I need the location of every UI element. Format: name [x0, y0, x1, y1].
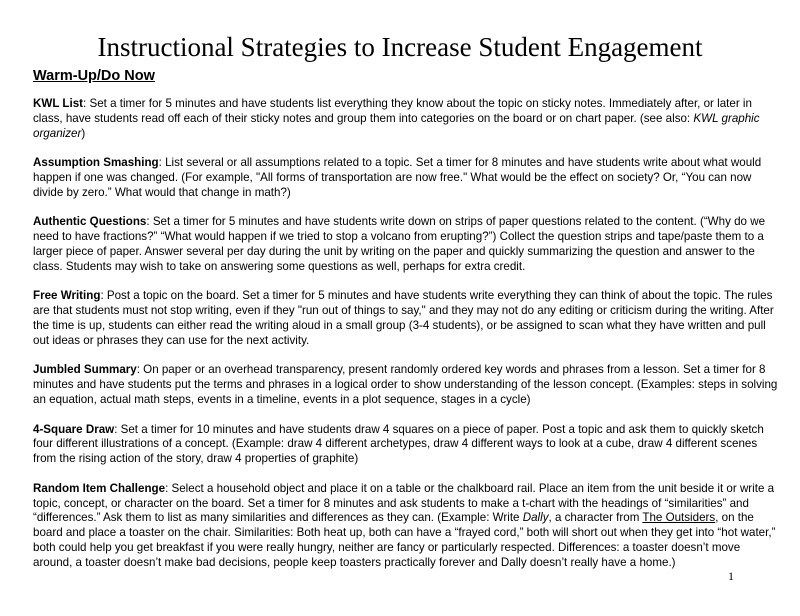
book-title: The Outsiders	[642, 511, 716, 525]
strategy-text: : Post a topic on the board. Set a timer for 5 minutes and have students write everything they can think of about the topic. The rules are that students must not stop writing, even if they "run out of things to say," and they may not do any editing or criticism during the writing. After the time is up, students can either read the writing aloud in a small group (3-4 students), or be assigned to scan what they have written and pull out ideas or phrases they can use for the next activity.	[33, 289, 774, 347]
strategies-list	[33, 97, 778, 585]
strategy-name: KWL List	[33, 97, 84, 110]
strategy-text: : On paper or an overhead transparency, present randomly ordered key words and phrases from a lesson. Set a timer for 8 minutes and have students put the terms and phrases in a logical order to show understanding of the lesson concept. (Examples: steps in solving an equation, actual math steps, events in a timeline, events in a plot sequence, stages in a cycle)	[33, 363, 778, 406]
strategy-name: Jumbled Summary	[33, 363, 137, 377]
strategy-name: Free Writing	[33, 289, 101, 303]
strategy-text: : Set a timer for 5 minutes and have students write down on strips of paper questions related to the content. (“Why do we need to have fractions?” “What would happen if we tried to stop a volcano from erupting?”) Collect the question strips and tape/paste them to a larger piece of paper. Answer several per day during the unit by writing on the paper and quickly summarizing the question and answer to the class. Students may wish to take on answering some questions as well, perhaps for extra credit.	[33, 215, 766, 273]
strategy-text: : Select a household object and place it on a table or the chalkboard rail. Place an item from the unit beside it or write a topic, concept, or character on the board. Set a timer for 8 minutes and ask students to make a t-chart with the headings of “similarities” and “differences.” Ask them to list as many similarities and differences as they can. (Example: Write	[33, 481, 775, 525]
strategy-jumbled-summary	[33, 363, 778, 407]
page-number: 1	[728, 569, 734, 583]
strategy-text-end: )	[81, 126, 86, 140]
character-name: Dally	[522, 511, 549, 525]
strategy-text: : Set a timer for 10 minutes and have students draw 4 squares on a piece of paper. Post a topic and ask them to quickly sketch four different illustrations of a concept. (Example: draw 4 different archetypes, draw 4 different ways to look at a cube, draw 4 different scenes from the rising action of the story, draw 4 properties of graphite)	[33, 422, 764, 466]
strategy-text-2: , a character from	[548, 511, 643, 525]
strategy-name: Assumption Smashing	[33, 156, 159, 170]
strategy-name: Authentic Questions	[33, 215, 147, 229]
strategy-4-square-draw	[33, 423, 778, 467]
strategy-authentic-questions	[33, 215, 778, 274]
strategy-text: : List several or all assumptions related to a topic. Set a timer for 8 minutes and have students write about what would happen if one was changed. (For example, "All forms of transportation are now free." What would be the effect on society? Or, “You can now divide by zero.” What would that change in math?)	[33, 156, 762, 199]
page-title: Instructional Strategies to Increase Student Engagement	[97, 32, 703, 62]
strategy-kwl-list	[33, 97, 778, 141]
strategy-name: 4-Square Draw	[33, 422, 115, 436]
strategy-text-3: , on the board and place a toaster on the chair. Similarities: Both heat up, both can have a “frayed cord,” both will short out when they get into “hot water,” both could help you get breakfast if you were really hungry, neither are fancy or particularly respected. Differences: a toaster doesn’t move around, a toaster doesn’t make bad decisions, people keep toasters practically forever and Dally doesn’t really have a home.)	[33, 511, 776, 569]
strategy-random-item-challenge	[33, 482, 778, 571]
strategy-name: Random Item Challenge	[33, 481, 166, 495]
strategy-assumption-smashing	[33, 156, 778, 200]
strategy-free-writing	[33, 289, 778, 348]
strategy-text: : Set a timer for 5 minutes and have students list everything they know about the topic on sticky notes. Immediately after, or later in class, have students read off each of their sticky notes and group them into categories on the board or on chart paper. (see also:	[33, 97, 752, 125]
strategy-reference: KWL graphic organizer	[33, 111, 760, 140]
section-heading: Warm-Up/Do Now	[33, 68, 155, 84]
